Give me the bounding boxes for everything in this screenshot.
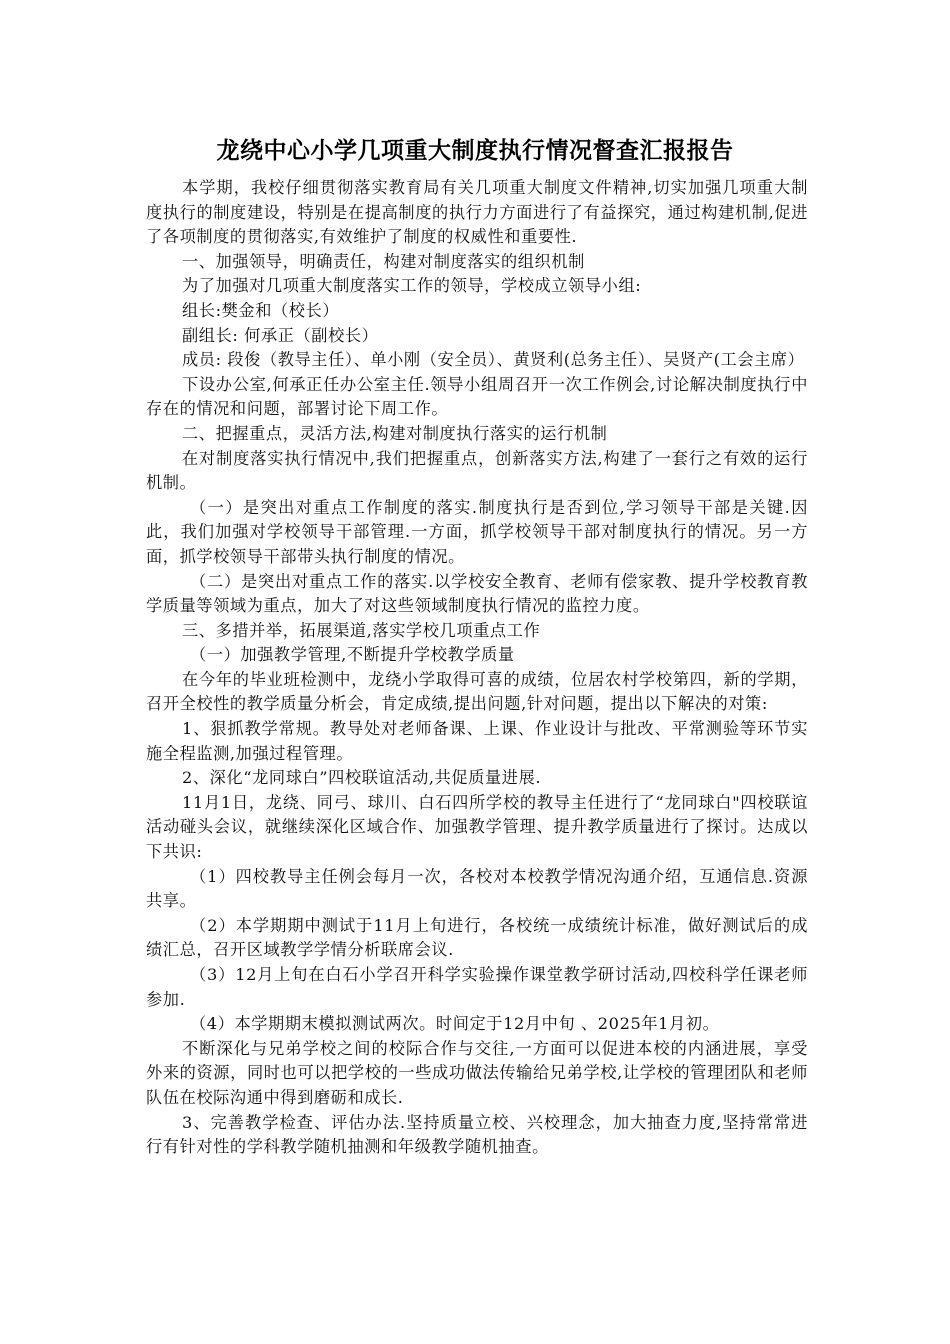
- paragraph: 副组长: 何承正（副校长）: [182, 325, 379, 345]
- paragraph: 本学期，我校仔细贯彻落实教育局有关几项重大制度文件精神,切实加强几项重大制度执行的制度建设，特别是在提高制度的执行力方面进行了有益探究，通过构建机制,促进了各项制度的贯彻落实,有效维护了制度的权威性和重要性.: [146, 178, 808, 247]
- document-title: 龙绕中心小学几项重大制度执行情况督查汇报报告: [216, 138, 734, 164]
- paragraph: （二）是突出对重点工作的落实.以学校安全教育、老师有偿家教、提升学校教育教学质量等领域为重点，加大了对这些领域制度执行情况的监控力度。: [146, 571, 808, 616]
- paragraph: 为了加强对几项重大制度落实工作的领导，学校成立领导小组:: [182, 276, 642, 296]
- paragraph: 在今年的毕业班检测中，龙绕小学取得可喜的成绩，位居农村学校第四，新的学期，召开全校性的教学质量分析会，肯定成绩,提出问题,针对问题，提出以下解决的对策:: [146, 669, 808, 714]
- paragraph: （1）四校教导主任例会每月一次，各校对本校教学情况沟通介绍，互通信息.资源共享。: [146, 866, 808, 911]
- paragraph: 1、狠抓教学常规。教导处对老师备课、上课、作业设计与批改、平常测验等环节实施全程监测,加强过程管理。: [146, 719, 808, 763]
- paragraph: 下设办公室,何承正任办公室主任.领导小组周召开一次工作例会,讨论解决制度执行中存在的情况和问题，部署讨论下周工作。: [146, 374, 808, 419]
- paragraph: 3、完善教学检查、评估办法.坚持质量立校、兴校理念，加大抽查力度,坚持常常进行有针对性的学科教学随机抽测和年级教学随机抽查。: [146, 1112, 808, 1157]
- paragraph: 不断深化与兄弟学校之间的校际合作与交往,一方面可以促进本校的内涵进展，享受外来的资源，同时也可以把学校的一些成功做法传输给兄弟学校,让学校的管理团队和老师队伍在校际沟通中得到磨砺和成长.: [146, 1038, 808, 1107]
- section-heading: 二、把握重点，灵活方法,构建对制度执行落实的运行机制: [182, 423, 608, 443]
- paragraph: 2、深化“龙同球白”四校联谊活动,共促质量进展.: [182, 768, 542, 788]
- paragraph: （2）本学期期中测试于11月上旬进行，各校统一成绩统计标准，做好测试后的成绩汇总，召开区域教学学情分析联席会议.: [146, 915, 808, 960]
- paragraph: 成员: 段俊（教导主任）、单小刚（安全员）、黄贤利(总务主任）、吴贤产(工会主席）: [182, 350, 805, 370]
- section-heading: 一、加强领导，明确责任，构建对制度落实的组织机制: [182, 251, 585, 271]
- paragraph: （4）本学期期末模拟测试两次。时间定于12月中旬 、2025年1月初。: [190, 1014, 720, 1034]
- paragraph: （3）12月上旬在白石小学召开科学实验操作课堂教学研讨活动,四校科学任课老师参加.: [146, 965, 808, 1009]
- paragraph: （一）是突出对重点工作制度的落实.制度执行是否到位,学习领导干部是关键.因此，我们加强对学校领导干部管理.一方面，抓学校领导干部对制度执行的情况。另一方面，抓学校领导干部带头执行制度的情况。: [146, 497, 808, 566]
- document-body: [146, 176, 808, 1160]
- section-heading: 三、多措并举，拓展渠道,落实学校几项重点工作: [182, 620, 541, 640]
- paragraph: 组长:樊金和（校长）: [182, 300, 340, 320]
- paragraph: 11月1日，龙绕、同弓、球川、白石四所学校的教导主任进行了“龙同球白"四校联谊活动碰头会议，就继续深化区域合作、加强教学管理、提升教学质量进行了探讨。达成以下共识:: [146, 792, 808, 862]
- subsection-heading: （一）加强教学管理,不断提升学校教学质量: [190, 645, 515, 665]
- paragraph: 在对制度落实执行情况中,我们把握重点，创新落实方法,构建了一套行之有效的运行机制。: [146, 448, 808, 493]
